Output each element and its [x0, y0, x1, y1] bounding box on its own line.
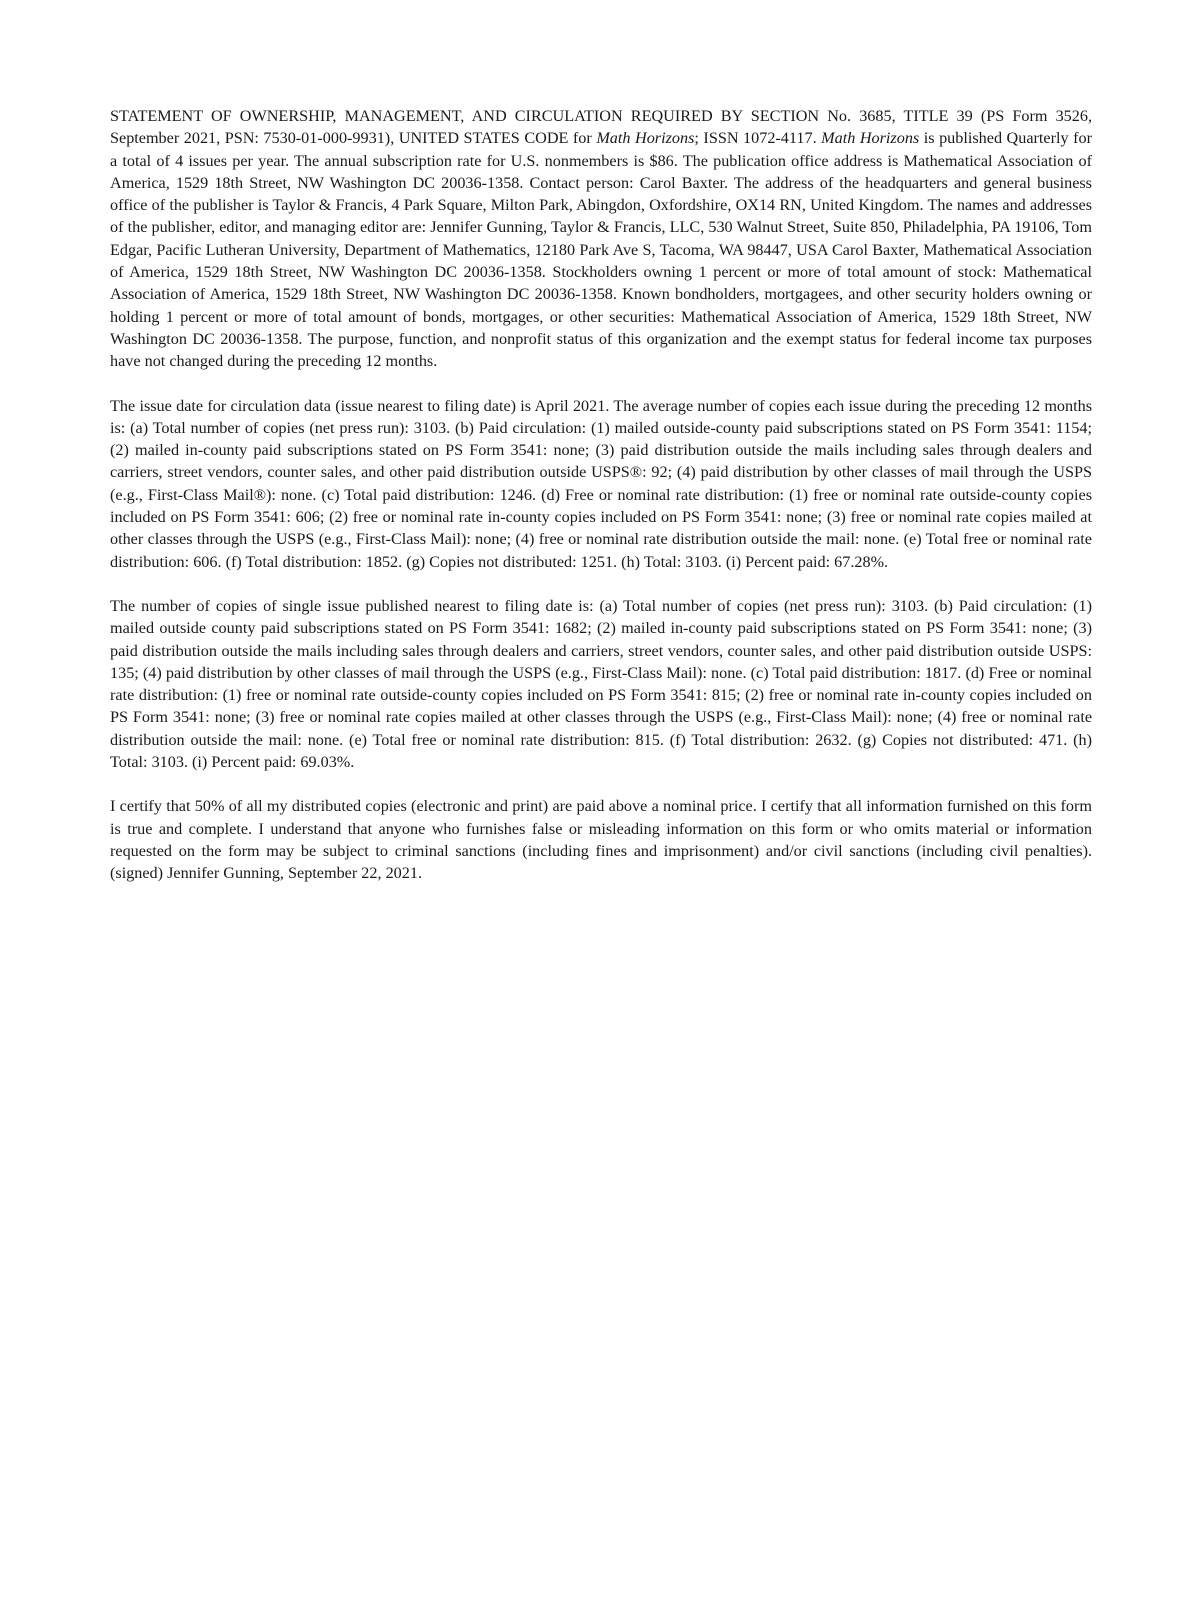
average-circulation-paragraph: The issue date for circulation data (issue nearest to filing date) is April 2021. The average number of copies each issue during the preceding 12 months is: (a) Total number of copies (net press run): 3103. (b) Paid circulation: (1) mailed outside-county paid subscriptions stated on PS Form 3541: 1154; (2) mailed in-county paid subscriptions stated on PS Form 3541: none; (3) paid distribution outside the mails including sales through dealers and carriers, street vendors, counter sales, and other paid distribution outside USPS®: 92; (4) paid distribution by other classes of mail through the USPS (e.g., First-Class Mail®): none. (c) Total paid distribution: 1246. (d) Free or nominal rate distribution: (1) free or nominal rate outside-county copies included on PS Form 3541: 606; (2) free or nominal rate in-county copies included on PS Form 3541: none; (3) free or nominal rate copies mailed at other classes through the USPS (e.g., First-Class Mail): none; (4) free or nominal rate distribution outside the mail: none. (e) Total free or nominal rate distribution: 606. (f) Total distribution: 1852. (g) Copies not distributed: 1251. (h) Total: 3103. (i) Percent paid: 67.28%.: [110, 396, 1092, 571]
ownership-paragraph: [110, 105, 1092, 373]
ownership-text-start: STATEMENT OF OWNERSHIP, MANAGEMENT, AND CIRCULATION REQUIRED BY SECTION No. 3685, TITLE 39 (PS Form 3526, September 2021, PSN: 7530-01-000-9931), UNITED STATES CODE for: [110, 107, 1092, 148]
certification-paragraph: I certify that 50% of all my distributed copies (electronic and print) are paid above a nominal price. I certify that all information furnished on this form is true and complete. I understand that anyone who furnishes false or misleading information on this form or who omits material or information requested on the form may be subject to criminal sanctions (including fines and imprisonment) and/or civil sanctions (including civil penalties). (signed) Jennifer Gunning, September 22, 2021.: [110, 797, 1092, 883]
single-issue-circulation-paragraph: The number of copies of single issue published nearest to filing date is: (a) Total number of copies (net press run): 3103. (b) Paid circulation: (1) mailed outside county paid subscriptions stated on PS Form 3541: 1682; (2) mailed in-county paid subscriptions stated on PS Form 3541: none; (3) paid distribution outside the mails including sales through dealers and carriers, street vendors, counter sales, and other paid distribution outside USPS: 135; (4) paid distribution by other classes of mail through the USPS (e.g., First-Class Mail): none. (c) Total paid distribution: 1817. (d) Free or nominal rate distribution: (1) free or nominal rate outside-county copies included on PS Form 3541: 815; (2) free or nominal rate in-county copies included on PS Form 3541: none; (3) free or nominal rate copies mailed at other classes through the USPS (e.g., First-Class Mail): none; (4) free or nominal rate distribution outside the mail: none. (e) Total free or nominal rate distribution: 815. (f) Total distribution: 2632. (g) Copies not distributed: 471. (h) Total: 3103. (i) Percent paid: 69.03%.: [110, 596, 1092, 772]
ownership-text-rest: is published Quarterly for a total of 4 issues per year. The annual subscription rate for U.S. nonmembers is $86. The publication office address is Mathematical Association of America, 1529 18th Street, NW Washington DC 20036-1358. Contact person: Carol Baxter. The address of the headquarters and general business office of the publisher is Taylor & Francis, 4 Park Square, Milton Park, Abingdon, Oxfordshire, OX14 RN, United Kingdom. The names and addresses of the publisher, editor, and managing editor are: Jennifer Gunning, Taylor & Francis, LLC, 530 Walnut Street, Suite 850, Philadelphia, PA 19106, Tom Edgar, Pacific Lutheran University, Department of Mathematics, 12180 Park Ave S, Tacoma, WA 98447, USA Carol Baxter, Mathematical Association of America, 1529 18th Street, NW Washington DC 20036-1358. Stockholders owning 1 percent or more of total amount of stock: Mathematical Association of America, 1529 18th Street, NW Washington DC 20036-1358. Known bondholders, mortgagees, and other security holders owning or holding 1 percent or more of total amount of bonds, mortgages, or other securities: Mathematical Association of America, 1529 18th Street, NW Washington DC 20036-1358. The purpose, function, and nonprofit status of this organization and the exempt status for federal income tax purposes have not changed during the preceding 12 months.: [110, 129, 1092, 371]
issn-text: ; ISSN 1072-4117.: [694, 129, 822, 148]
statement-document: [110, 105, 1092, 907]
journal-title-second: Math Horizons: [821, 129, 920, 148]
journal-title: Math Horizons: [596, 129, 695, 148]
